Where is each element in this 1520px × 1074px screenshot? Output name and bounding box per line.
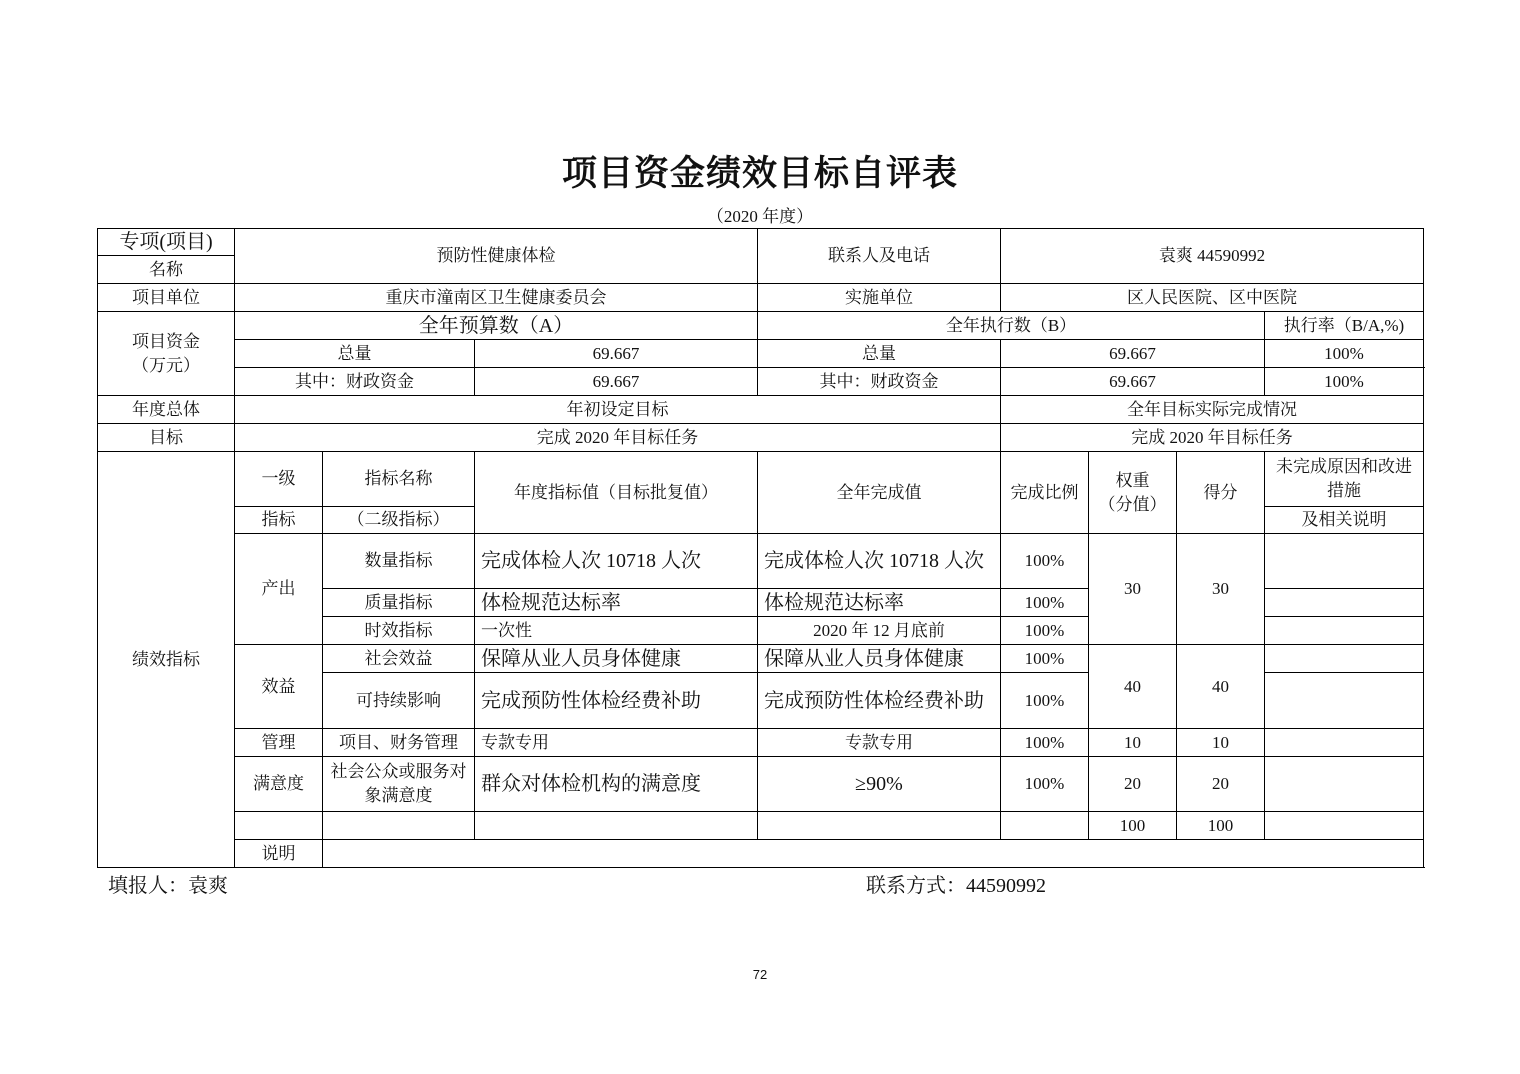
- benefit-weight: 40: [1089, 645, 1177, 729]
- indicator-actual: 体检规范达标率: [758, 589, 1001, 617]
- indicator-reason: [1265, 617, 1424, 645]
- indicator-target: 一次性: [475, 617, 758, 645]
- total-empty-cell: [1265, 812, 1424, 840]
- note-label: 说明: [235, 840, 323, 868]
- performance-table: [97, 228, 1424, 868]
- col-weight-line1: 权重: [1115, 470, 1150, 490]
- col-name-bottom: （二级指标）: [323, 507, 475, 534]
- total-rate: 100%: [1265, 340, 1424, 368]
- mgmt-label: 管理: [235, 729, 323, 757]
- contact-label: 联系人及电话: [758, 229, 1001, 284]
- sat-name: 社会公众或服务对象满意度: [323, 757, 475, 812]
- filler-name: 填报人：袁爽: [108, 875, 228, 897]
- indicator-target: 完成预防性体检经费补助: [475, 673, 758, 729]
- col-reason-bottom: 及相关说明: [1265, 507, 1424, 534]
- indicator-target: 保障从业人员身体健康: [475, 645, 758, 673]
- indicator-ratio: 100%: [1001, 673, 1089, 729]
- funds-label-line2: （万元）: [132, 355, 200, 375]
- col-ratio: 完成比例: [1001, 452, 1089, 534]
- project-name: 预防性健康体检: [235, 229, 758, 284]
- indicator-actual: 2020 年 12 月底前: [758, 617, 1001, 645]
- unit-value: 重庆市潼南区卫生健康委员会: [235, 284, 758, 312]
- mgmt-score: 10: [1177, 729, 1265, 757]
- project-label-bottom: 名称: [98, 256, 235, 284]
- note-value: [323, 840, 1424, 868]
- indicator-ratio: 100%: [1001, 589, 1089, 617]
- indicator-reason: [1265, 645, 1424, 673]
- total-exec: 69.667: [1001, 340, 1265, 368]
- output-weight: 30: [1089, 534, 1177, 645]
- indicator-ratio: 100%: [1001, 645, 1089, 673]
- sat-actual: ≥90%: [758, 757, 1001, 812]
- indicator-reason: [1265, 534, 1424, 589]
- indicator-name: 社会效益: [323, 645, 475, 673]
- goals-set-value: 完成 2020 年目标任务: [235, 424, 1001, 452]
- mgmt-weight: 10: [1089, 729, 1177, 757]
- col-reason-top: 未完成原因和改进措施: [1265, 452, 1424, 507]
- filler-contact: 联系方式：44590992: [866, 875, 1046, 897]
- total-weight: 100: [1089, 812, 1177, 840]
- budget-header: 全年预算数（A）: [235, 312, 758, 340]
- goals-label-bottom: 目标: [98, 424, 235, 452]
- sat-ratio: 100%: [1001, 757, 1089, 812]
- goals-actual-value: 完成 2020 年目标任务: [1001, 424, 1424, 452]
- indicator-target: 体检规范达标率: [475, 589, 758, 617]
- contact-value: 袁爽 44590992: [1001, 229, 1424, 284]
- indicator-target: 完成体检人次 10718 人次: [475, 534, 758, 589]
- sat-weight: 20: [1089, 757, 1177, 812]
- col-target: 年度指标值（目标批复值）: [475, 452, 758, 534]
- indicator-actual: 完成预防性体检经费补助: [758, 673, 1001, 729]
- mgmt-name: 项目、财务管理: [323, 729, 475, 757]
- page-title: 项目资金绩效目标自评表: [561, 154, 958, 194]
- indicator-name: 数量指标: [323, 534, 475, 589]
- fiscal-exec: 69.667: [1001, 368, 1265, 396]
- indicator-ratio: 100%: [1001, 534, 1089, 589]
- mgmt-actual: 专款专用: [758, 729, 1001, 757]
- indicator-name: 可持续影响: [323, 673, 475, 729]
- benefit-label: 效益: [235, 645, 323, 729]
- total-empty-cell: [758, 812, 1001, 840]
- year-subtitle: （2020 年度）: [706, 207, 814, 226]
- mgmt-reason: [1265, 729, 1424, 757]
- impl-value: 区人民医院、区中医院: [1001, 284, 1424, 312]
- impl-label: 实施单位: [758, 284, 1001, 312]
- col-weight: [1089, 452, 1177, 534]
- indicator-ratio: 100%: [1001, 617, 1089, 645]
- total-exec-label: 总量: [758, 340, 1001, 368]
- col-score: 得分: [1177, 452, 1265, 534]
- unit-label: 项目单位: [98, 284, 235, 312]
- benefit-score: 40: [1177, 645, 1265, 729]
- indicator-name: 时效指标: [323, 617, 475, 645]
- indicator-actual: 完成体检人次 10718 人次: [758, 534, 1001, 589]
- total-empty-cell: [235, 812, 323, 840]
- sat-target: 群众对体检机构的满意度: [475, 757, 758, 812]
- funds-label-line1: 项目资金: [132, 331, 200, 351]
- indicators-section-label: 绩效指标: [98, 452, 235, 868]
- goals-label-top: 年度总体: [98, 396, 235, 424]
- total-label: 总量: [235, 340, 475, 368]
- rate-header: 执行率（B/A,%): [1265, 312, 1424, 340]
- sat-label: 满意度: [235, 757, 323, 812]
- goals-actual-header: 全年目标实际完成情况: [1001, 396, 1424, 424]
- col-name-top: 指标名称: [323, 452, 475, 507]
- total-empty-cell: [1001, 812, 1089, 840]
- indicator-reason: [1265, 673, 1424, 729]
- fiscal-label: 其中：财政资金: [235, 368, 475, 396]
- output-label: 产出: [235, 534, 323, 645]
- total-empty-cell: [475, 812, 758, 840]
- project-label-top: 专项(项目): [98, 229, 235, 256]
- total-empty-cell: [323, 812, 475, 840]
- mgmt-target: 专款专用: [475, 729, 758, 757]
- indicator-reason: [1265, 589, 1424, 617]
- col-level-top: 一级: [235, 452, 323, 507]
- goals-set-header: 年初设定目标: [235, 396, 1001, 424]
- sat-score: 20: [1177, 757, 1265, 812]
- total-budget: 69.667: [475, 340, 758, 368]
- funds-label: [98, 312, 235, 396]
- fiscal-rate: 100%: [1265, 368, 1424, 396]
- total-score: 100: [1177, 812, 1265, 840]
- page-number: 72: [752, 967, 768, 982]
- fiscal-exec-label: 其中：财政资金: [758, 368, 1001, 396]
- mgmt-ratio: 100%: [1001, 729, 1089, 757]
- fiscal-budget: 69.667: [475, 368, 758, 396]
- indicator-name: 质量指标: [323, 589, 475, 617]
- col-weight-line2: （分值）: [1098, 494, 1167, 514]
- sat-reason: [1265, 757, 1424, 812]
- col-level-bottom: 指标: [235, 507, 323, 534]
- col-actual: 全年完成值: [758, 452, 1001, 534]
- indicator-actual: 保障从业人员身体健康: [758, 645, 1001, 673]
- exec-header: 全年执行数（B）: [758, 312, 1265, 340]
- output-score: 30: [1177, 534, 1265, 645]
